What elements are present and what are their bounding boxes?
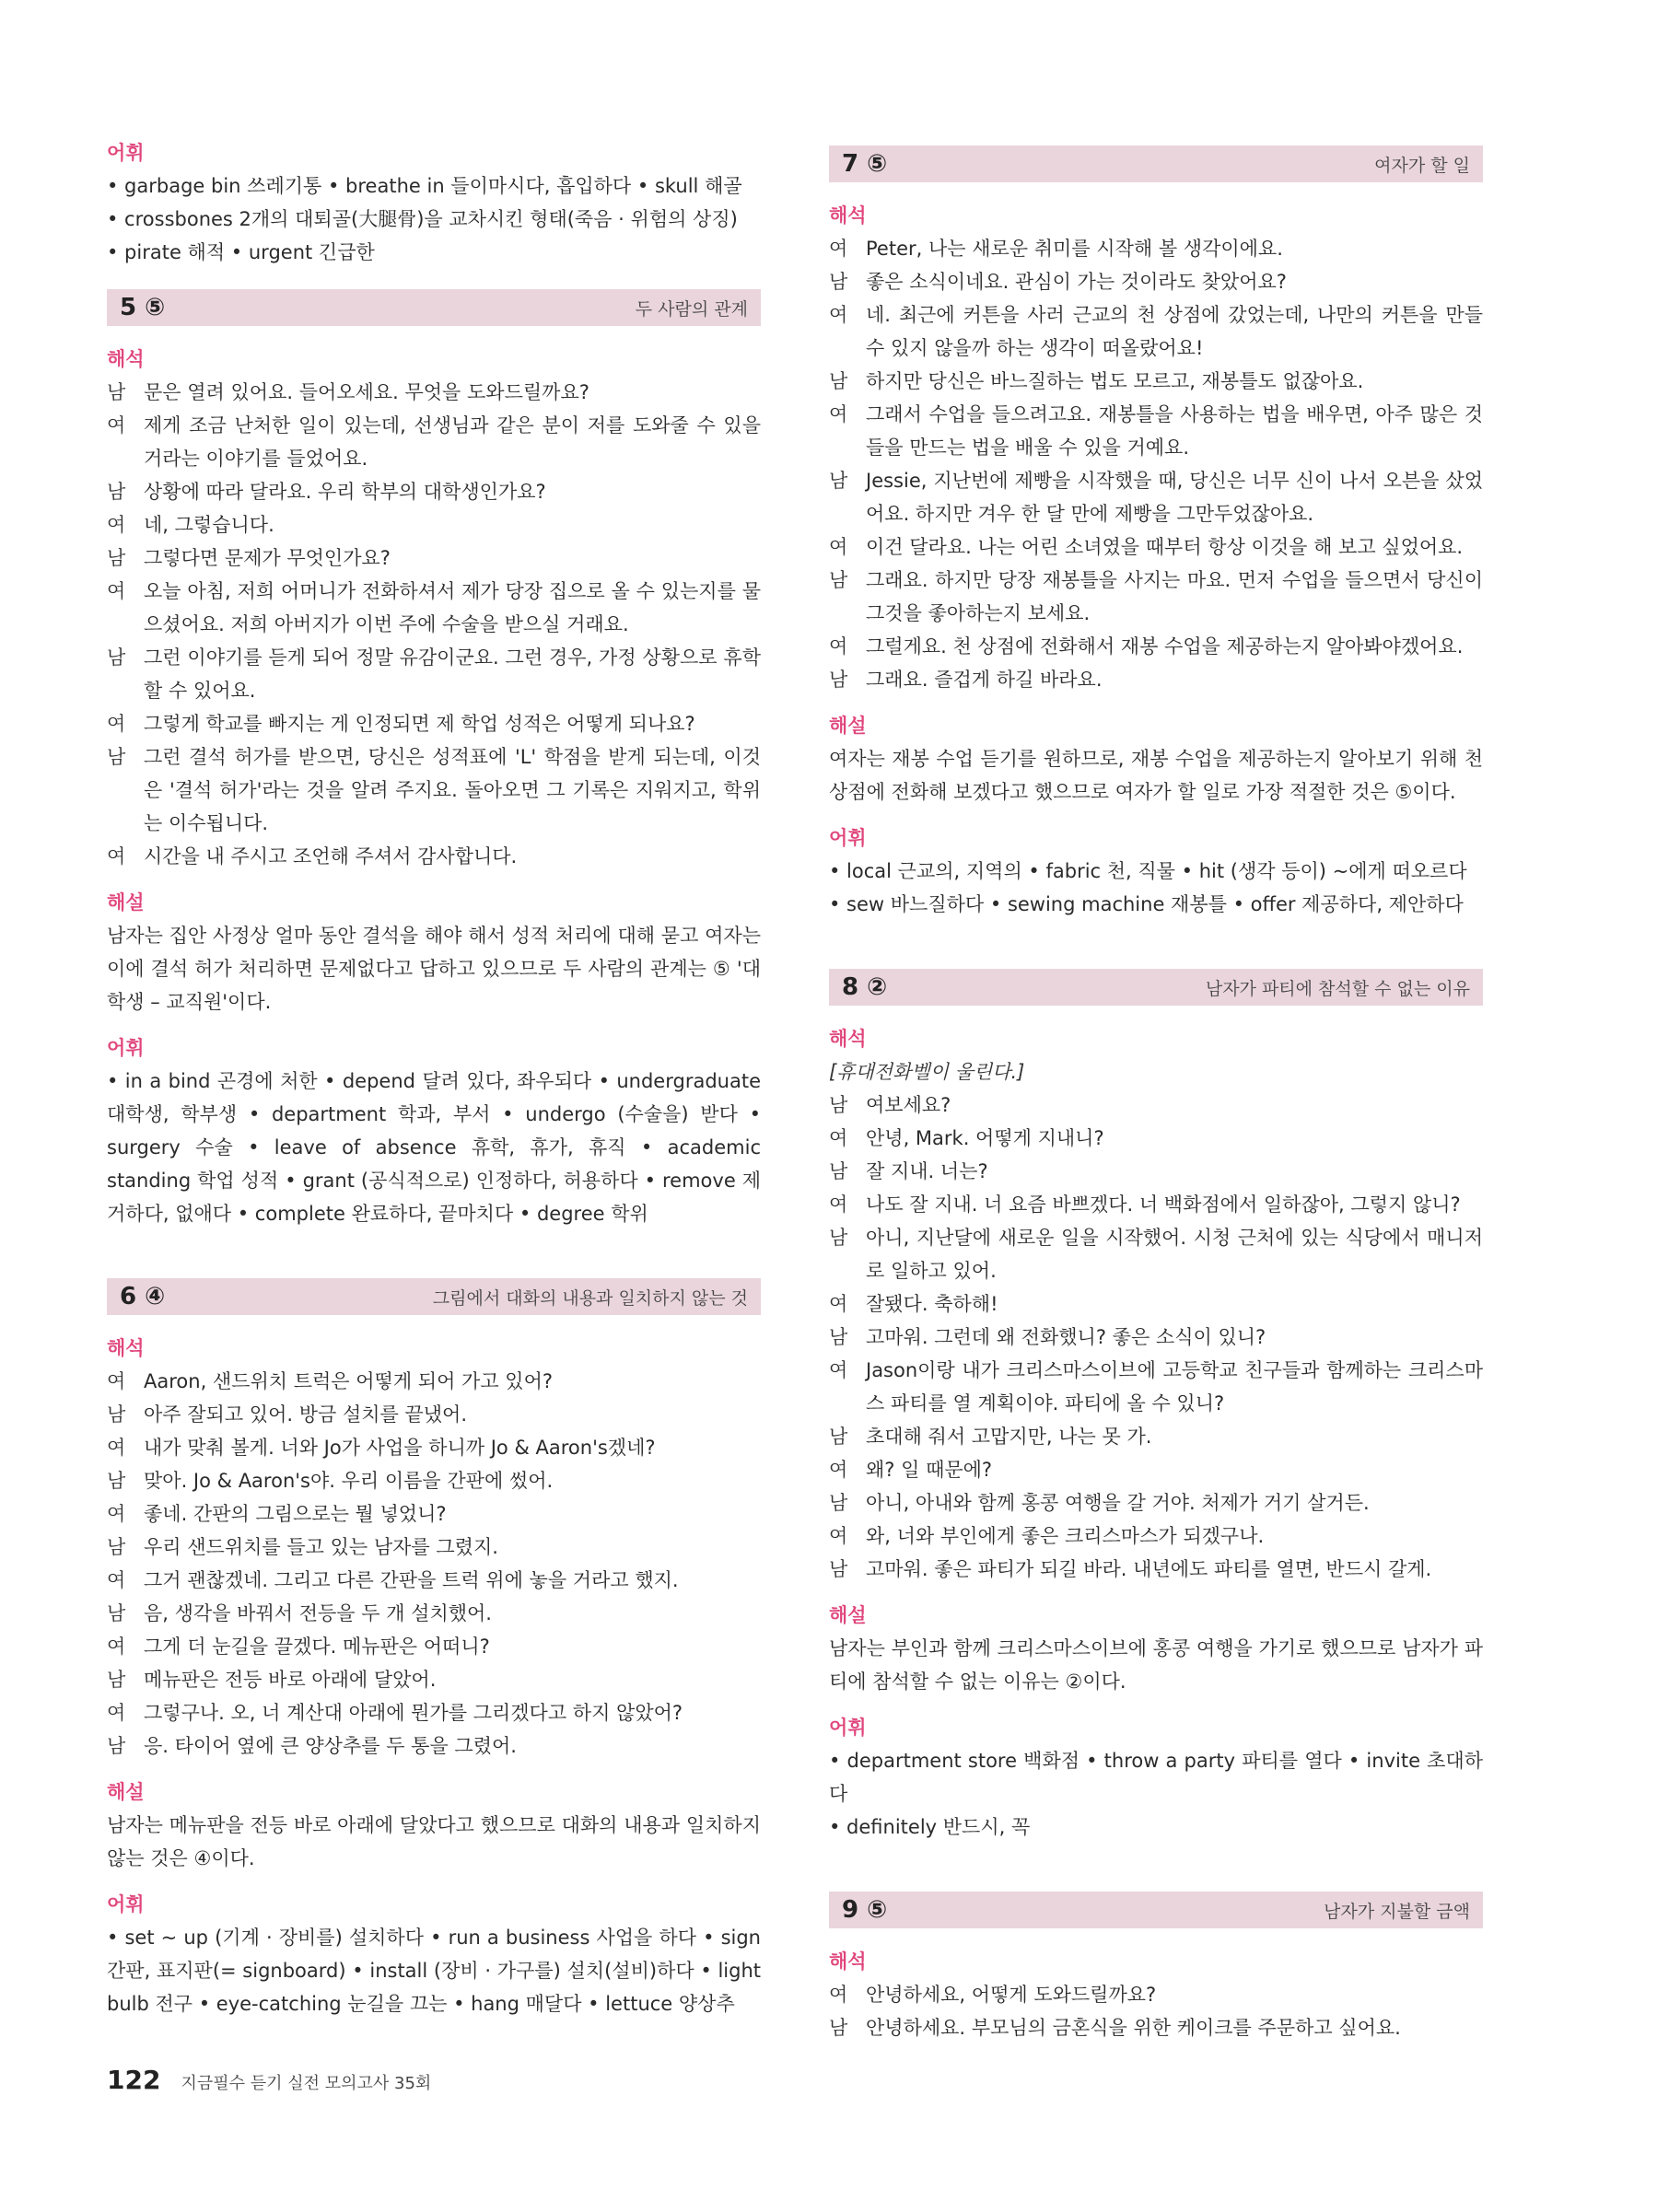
dialogue-line [107, 541, 761, 575]
speaker: 여 [829, 1525, 848, 1547]
line-text: 메뉴판은 전등 바로 아래에 달았어. [144, 1669, 437, 1691]
vocab-line: • department store 백화점 • throw a party 파티를 열다 • invite 초대하다 [829, 1750, 1483, 1805]
speaker: 여 [829, 238, 848, 260]
dialogue-line [107, 1431, 761, 1464]
speaker: 남 [829, 1227, 848, 1249]
explanation-label: 해설 [107, 891, 145, 914]
dialogue-line [829, 1453, 1483, 1486]
left-column [107, 136, 761, 2020]
question-topic: 그림에서 대화의 내용과 일치하지 않는 것 [432, 1287, 748, 1309]
explanation-text: 남자는 부인과 함께 크리스마스이브에 홍콩 여행을 가기로 했으므로 남자가 파티에 참석할 수 없는 이유는 ②이다. [829, 1637, 1483, 1693]
dialogue-line [829, 1420, 1483, 1453]
dialogue-line [107, 1663, 761, 1696]
speaker: 남 [829, 1326, 848, 1348]
speaker: 여 [829, 1359, 848, 1381]
dialogue-line [829, 564, 1483, 630]
dialogue-line [829, 1553, 1483, 1586]
vocab-line: • garbage bin 쓰레기통 • breathe in 들이마시다, 흡입하다 • skull 해골 [107, 175, 742, 197]
dialogue [829, 1978, 1483, 2044]
question-topic: 남자가 지불할 금액 [1324, 1901, 1470, 1922]
dialogue-line [829, 1287, 1483, 1321]
stage-direction: [휴대전화벨이 울린다.] [829, 1061, 1025, 1083]
speaker: 남 [829, 2017, 848, 2039]
speaker: 여 [107, 1569, 126, 1591]
line-text: 와, 너와 부인에게 좋은 크리스마스가 되겠구나. [866, 1525, 1265, 1547]
line-text: 잘됐다. 축하해! [866, 1293, 998, 1315]
line-text: 아니, 지난달에 새로운 일을 시작했어. 시청 근처에 있는 식당에서 매니저로 일하고 있어. [866, 1227, 1483, 1282]
dialogue-line [107, 1564, 761, 1597]
question-header-7 [829, 146, 1483, 182]
line-text: 네. 최근에 커튼을 사러 근교의 천 상점에 갔었는데, 나만의 커튼을 만들 수 있지 않을까 하는 생각이 떠올랐어요! [866, 304, 1483, 359]
dialogue [107, 376, 761, 873]
speaker: 여 [829, 1459, 848, 1481]
speaker: 여 [829, 403, 848, 425]
dialogue-line [107, 575, 761, 641]
line-text: 왜? 일 때문에? [866, 1459, 993, 1481]
line-text: 네, 그렇습니다. [144, 514, 274, 536]
speaker: 남 [107, 1470, 126, 1492]
dialogue-line [107, 1630, 761, 1663]
speaker: 여 [107, 1370, 126, 1392]
explanation-label: 해설 [829, 715, 867, 737]
question-topic: 여자가 할 일 [1374, 155, 1470, 176]
speaker: 남 [829, 669, 848, 691]
dialogue-line [829, 530, 1483, 564]
speaker: 여 [107, 1636, 126, 1658]
question-topic: 남자가 파티에 참석할 수 없는 이유 [1205, 978, 1470, 999]
dialogue-line [829, 1188, 1483, 1221]
dialogue-line [107, 1531, 761, 1564]
dialogue-line [107, 508, 761, 541]
line-text: Peter, 나는 새로운 취미를 시작해 볼 생각이에요. [866, 238, 1283, 260]
speaker: 여 [107, 845, 126, 867]
speaker: 여 [829, 1193, 848, 1216]
dialogue-line [829, 1155, 1483, 1188]
vocab-line: • local 근교의, 지역의 • fabric 천, 직물 • hit (생각 등이) ~에게 떠오르다 [829, 860, 1467, 882]
speaker: 남 [829, 370, 848, 392]
line-text: 그럴게요. 천 상점에 전화해서 재봉 수업을 제공하는지 알아봐야겠어요. [866, 635, 1464, 658]
line-text: Jessie, 지난번에 제빵을 시작했을 때, 당신은 너무 신이 나서 오븐을 샀었어요. 하지만 겨우 한 달 만에 제빵을 그만두었잖아요. [866, 470, 1483, 525]
speaker: 남 [829, 1492, 848, 1514]
right-column [829, 136, 1483, 2044]
speaker: 여 [107, 580, 126, 602]
dialogue-line [829, 1221, 1483, 1287]
speaker: 남 [107, 646, 126, 669]
dialogue-line [107, 641, 761, 707]
explanation-text: 남자는 메뉴판을 전등 바로 아래에 달았다고 했으므로 대화의 내용과 일치하지 않는 것은 ④이다. [107, 1814, 761, 1869]
dialogue-line [829, 1978, 1483, 2011]
explanation-label: 해설 [107, 1781, 145, 1803]
line-text: 내가 맞춰 볼게. 너와 Jo가 사업을 하니까 Jo & Aaron's겠네? [144, 1437, 656, 1459]
vocab-label: 어휘 [107, 142, 145, 164]
line-text: 시간을 내 주시고 조언해 주셔서 감사합니다. [144, 845, 518, 867]
line-text: 상황에 따라 달라요. 우리 학부의 대학생인가요? [144, 481, 546, 503]
line-text: 좋은 소식이네요. 관심이 가는 것이라도 찾았어요? [866, 271, 1287, 293]
speaker: 남 [829, 1160, 848, 1182]
question-number: 8 ② [842, 973, 888, 1001]
speaker: 남 [829, 271, 848, 293]
dialogue [829, 232, 1483, 696]
dialogue-line [107, 1696, 761, 1729]
line-text: 그래서 수업을 들으려고요. 재봉틀을 사용하는 법을 배우면, 아주 많은 것들을 만드는 법을 배울 수 있을 거예요. [866, 403, 1483, 459]
line-text: 잘 지내. 너는? [866, 1160, 988, 1182]
line-text: 그거 괜찮겠네. 그리고 다른 간판을 트럭 위에 놓을 거라고 했지. [144, 1569, 679, 1591]
question-number: 9 ⑤ [842, 1896, 888, 1924]
dialogue-line [829, 398, 1483, 464]
line-text: 제게 조금 난처한 일이 있는데, 선생님과 같은 분이 저를 도와줄 수 있을 거라는 이야기를 들었어요. [144, 414, 761, 470]
speaker: 남 [829, 569, 848, 591]
speaker: 남 [829, 1558, 848, 1580]
translation-label: 해석 [829, 1028, 867, 1050]
dialogue [107, 1365, 761, 1763]
dialogue-line [829, 298, 1483, 365]
speaker: 남 [829, 1426, 848, 1448]
line-text: 그래요. 하지만 당장 재봉틀을 사지는 마요. 먼저 수업을 들으면서 당신이 그것을 좋아하는지 보세요. [866, 569, 1483, 624]
explanation-label: 해설 [829, 1604, 867, 1626]
vocab-label: 어휘 [829, 827, 867, 849]
line-text: 그렇구나. 오, 너 계산대 아래에 뭔가를 그리겠다고 하지 않았어? [144, 1702, 683, 1724]
question-header-6 [107, 1278, 761, 1315]
speaker: 남 [107, 1602, 126, 1624]
dialogue-line [829, 1519, 1483, 1553]
dialogue-line [829, 464, 1483, 530]
speaker: 여 [107, 1503, 126, 1525]
speaker: 남 [107, 547, 126, 569]
speaker: 남 [829, 1094, 848, 1116]
speaker: 남 [107, 1536, 126, 1558]
speaker: 여 [107, 713, 126, 735]
line-text: 그런 이야기를 듣게 되어 정말 유감이군요. 그런 경우, 가정 상황으로 휴학할 수 있어요. [144, 646, 761, 702]
speaker: 여 [829, 1293, 848, 1315]
dialogue-line [829, 630, 1483, 663]
line-text: 음, 생각을 바꿔서 전등을 두 개 설치했어. [144, 1602, 492, 1624]
line-text: 안녕하세요, 어떻게 도와드릴까요? [866, 1984, 1157, 2006]
line-text: 하지만 당신은 바느질하는 법도 모르고, 재봉틀도 없잖아요. [866, 370, 1364, 392]
speaker: 남 [107, 746, 126, 768]
explanation-text: 여자는 재봉 수업 듣기를 원하므로, 재봉 수업을 제공하는지 알아보기 위해 천 상점에 전화해 보겠다고 했으므로 여자가 할 일로 가장 적절한 것은 ⑤이다. [829, 748, 1483, 803]
line-text: 아주 잘되고 있어. 방금 설치를 끝냈어. [144, 1403, 468, 1426]
question-number: 7 ⑤ [842, 150, 888, 178]
line-text: 고마워. 좋은 파티가 되길 바라. 내년에도 파티를 열면, 반드시 갈게. [866, 1558, 1432, 1580]
speaker: 여 [107, 1437, 126, 1459]
translation-label: 해석 [107, 348, 145, 370]
line-text: 그래요. 즐겁게 하길 바라요. [866, 669, 1103, 691]
page-footer [107, 2065, 431, 2095]
line-text: 고마워. 그런데 왜 전화했니? 좋은 소식이 있니? [866, 1326, 1266, 1348]
dialogue-line [829, 2011, 1483, 2044]
question-number: 6 ④ [120, 1283, 166, 1310]
dialogue-line [107, 409, 761, 475]
speaker: 여 [829, 1984, 848, 2006]
speaker: 남 [107, 381, 126, 403]
line-text: Jason이랑 내가 크리스마스이브에 고등학교 친구들과 함께하는 크리스마스 파티를 열 계획이야. 파티에 올 수 있니? [866, 1359, 1483, 1415]
vocab-line: • pirate 해적 • urgent 긴급한 [107, 241, 375, 263]
dialogue-line [107, 1365, 761, 1398]
dialogue-line [829, 1089, 1483, 1122]
dialogue-line [107, 475, 761, 508]
dialogue-line [107, 1464, 761, 1497]
dialogue-line [107, 1398, 761, 1431]
speaker: 여 [107, 514, 126, 536]
dialogue-line [107, 1729, 761, 1763]
dialogue-line [829, 232, 1483, 265]
speaker: 남 [107, 1403, 126, 1426]
explanation-text: 남자는 집안 사정상 얼마 동안 결석을 해야 해서 성적 처리에 대해 묻고 여자는 이에 결석 허가 처리하면 문제없다고 답하고 있으므로 두 사람의 관계는 ⑤ '대학생 – 교직원'이다. [107, 925, 761, 1013]
question-number: 5 ⑤ [120, 294, 166, 321]
dialogue-line [107, 1597, 761, 1630]
line-text: 그렇게 학교를 빠지는 게 인정되면 제 학업 성적은 어떻게 되나요? [144, 713, 695, 735]
line-text: 아니, 아내와 함께 홍콩 여행을 갈 거야. 처제가 거기 살거든. [866, 1492, 1370, 1514]
question-header-9 [829, 1892, 1483, 1928]
translation-label: 해석 [107, 1337, 145, 1359]
vocab-line: • definitely 반드시, 꼭 [829, 1816, 1031, 1838]
vocab-label: 어휘 [107, 1037, 145, 1059]
dialogue-line [107, 707, 761, 740]
speaker: 여 [107, 414, 126, 437]
speaker: 여 [829, 536, 848, 558]
line-text: 맞아. Jo & Aaron's야. 우리 이름을 간판에 썼어. [144, 1470, 554, 1492]
page-number: 122 [107, 2065, 161, 2095]
line-text: 안녕하세요. 부모님의 금혼식을 위한 케이크를 주문하고 싶어요. [866, 2017, 1401, 2039]
dialogue-line [107, 740, 761, 840]
question-header-8 [829, 969, 1483, 1006]
vocab-text: • in a bind 곤경에 처한 • depend 달려 있다, 좌우되다 • undergraduate 대학생, 학부생 • department 학과, 부서 • undergo (수술을) 받다 • surgery 수술 • leave of absence 휴학, 휴가, 휴직 • academic standing 학업 성적 • grant (공식적으로) 인정하다, 허용하다 • remove 제거하다, 없애다 • complete 완료하다, 끝마치다 • degree 학위 [107, 1070, 761, 1225]
speaker: 여 [829, 304, 848, 326]
line-text: 여보세요? [866, 1094, 951, 1116]
dialogue-line [829, 663, 1483, 696]
dialogue-line [107, 1497, 761, 1531]
vocab-section-q4 [107, 136, 761, 269]
speaker: 남 [107, 1735, 126, 1757]
line-text: 안녕, Mark. 어떻게 지내니? [866, 1127, 1104, 1149]
line-text: 좋네. 간판의 그림으로는 뭘 넣었니? [144, 1503, 447, 1525]
vocab-line: • sew 바느질하다 • sewing machine 재봉틀 • offer 제공하다, 제안하다 [829, 893, 1464, 915]
dialogue-line [829, 265, 1483, 298]
dialogue-line [829, 1354, 1483, 1420]
line-text: 그게 더 눈길을 끌겠다. 메뉴판은 어떠니? [144, 1636, 490, 1658]
dialogue-line [829, 1122, 1483, 1155]
speaker: 여 [107, 1702, 126, 1724]
dialogue-line [829, 1486, 1483, 1519]
line-text: 오늘 아침, 저희 어머니가 전화하셔서 제가 당장 집으로 올 수 있는지를 물으셨어요. 저희 아버지가 이번 주에 수술을 받으실 거래요. [144, 580, 761, 635]
speaker: 남 [829, 470, 848, 492]
line-text: 우리 샌드위치를 들고 있는 남자를 그렸지. [144, 1536, 498, 1558]
line-text: 문은 열려 있어요. 들어오세요. 무엇을 도와드릴까요? [144, 381, 589, 403]
vocab-label: 어휘 [829, 1717, 867, 1739]
dialogue-line [829, 365, 1483, 398]
dialogue-line [107, 376, 761, 409]
vocab-text: • set ~ up (기계 · 장비를) 설치하다 • run a business 사업을 하다 • sign 간판, 표지판(= signboard) • install (장비 · 가구를) 설치(설비)하다 • light bulb 전구 • eye-catching 눈길을 끄는 • hang 매달다 • lettuce 양상추 [107, 1927, 761, 2015]
line-text: 나도 잘 지내. 너 요즘 바쁘겠다. 너 백화점에서 일하잖아, 그렇지 않니? [866, 1193, 1461, 1216]
line-text: 그런 결석 허가를 받으면, 당신은 성적표에 'L' 학점을 받게 되는데, 이것은 '결석 허가'라는 것을 알려 주지요. 돌아오면 그 기록은 지워지고, 학위는 이수됩니다. [144, 746, 761, 834]
question-topic: 두 사람의 관계 [635, 298, 748, 320]
dialogue [829, 1089, 1483, 1586]
translation-label: 해석 [829, 1950, 867, 1973]
question-header-5 [107, 289, 761, 326]
vocab-line: • crossbones 2개의 대퇴골(大腿骨)을 교차시킨 형태(죽음 · 위험의 상징) [107, 208, 738, 230]
line-text: 그렇다면 문제가 무엇인가요? [144, 547, 391, 569]
line-text: 응. 타이어 옆에 큰 양상추를 두 통을 그렸어. [144, 1735, 517, 1757]
dialogue-line [107, 840, 761, 873]
speaker: 남 [107, 481, 126, 503]
speaker: 여 [829, 1127, 848, 1149]
speaker: 남 [107, 1669, 126, 1691]
line-text: 이건 달라요. 나는 어린 소녀였을 때부터 항상 이것을 해 보고 싶었어요. [866, 536, 1464, 558]
translation-label: 해석 [829, 204, 867, 227]
line-text: Aaron, 샌드위치 트럭은 어떻게 되어 가고 있어? [144, 1370, 554, 1392]
book-title: 지금필수 듣기 실전 모의고사 35회 [181, 2074, 432, 2093]
vocab-label: 어휘 [107, 1893, 145, 1915]
dialogue-line [829, 1321, 1483, 1354]
speaker: 여 [829, 635, 848, 658]
line-text: 초대해 줘서 고맙지만, 나는 못 가. [866, 1426, 1152, 1448]
